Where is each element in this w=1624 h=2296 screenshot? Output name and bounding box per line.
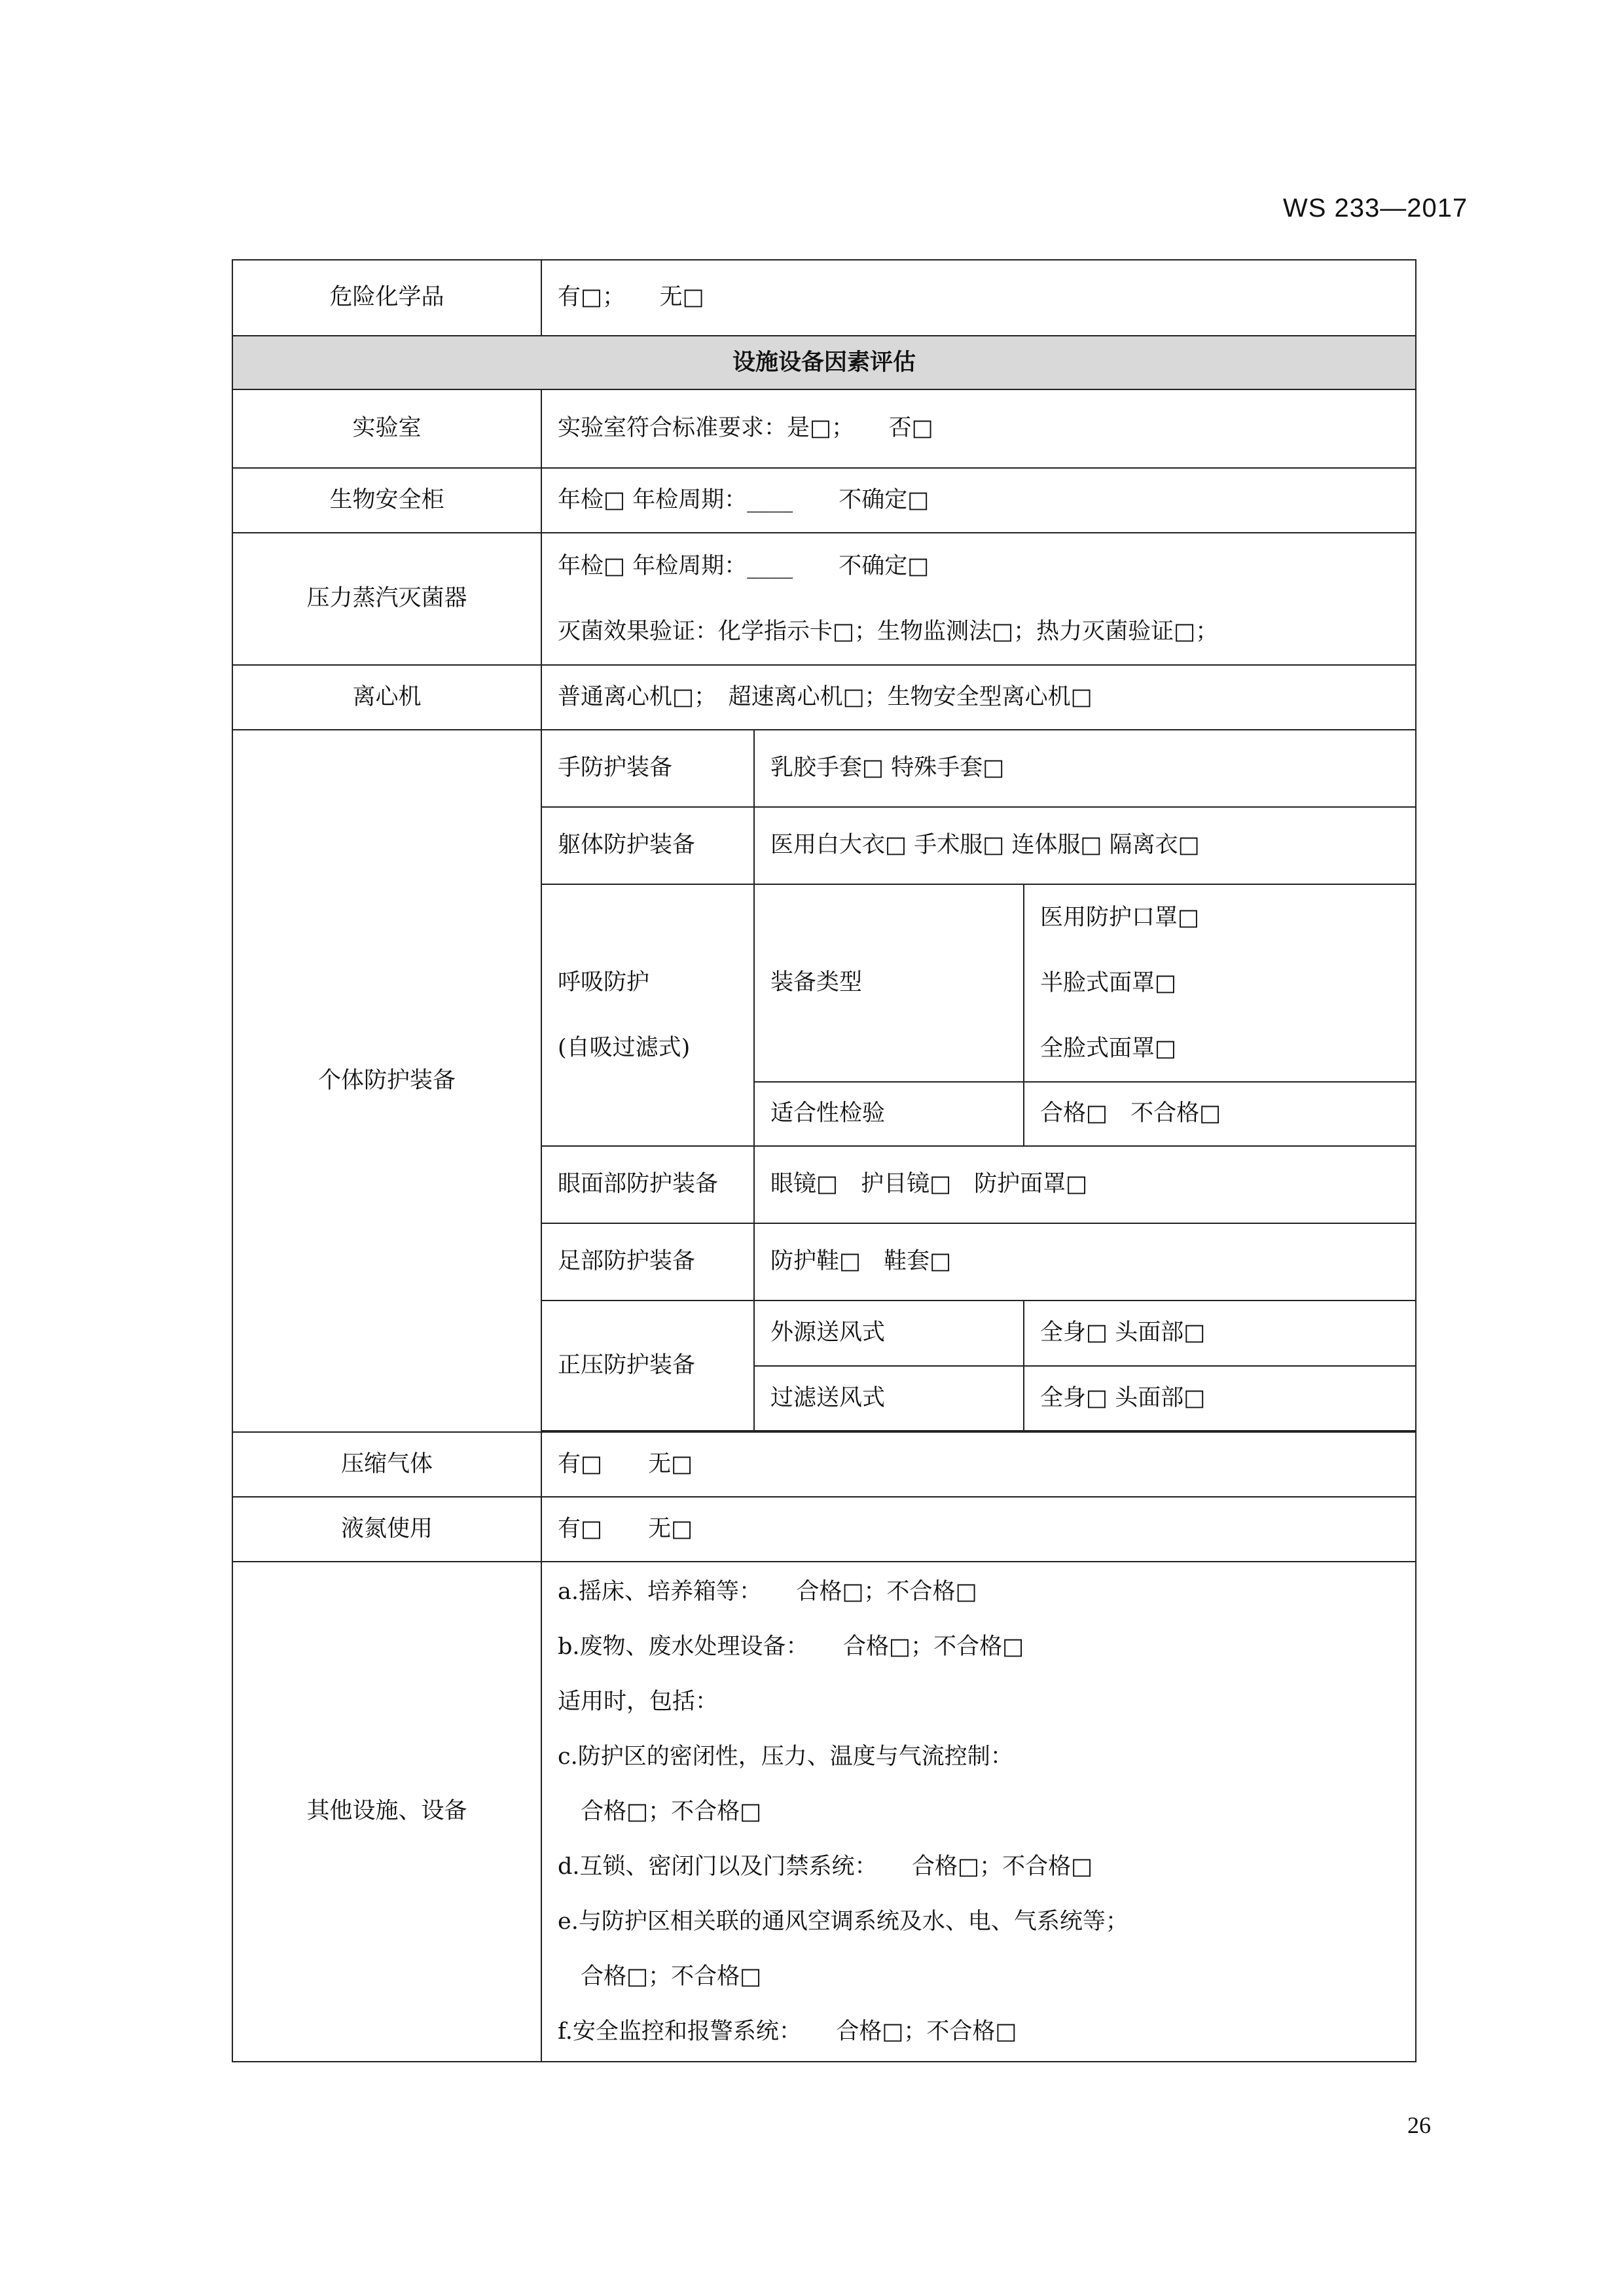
row-lab — [232, 389, 1416, 468]
other-line-c: c.防护区的密闭性，压力、温度与气流控制： — [558, 1744, 1013, 1770]
autoclave-line-2: 灭菌效果验证：化学指示卡□；生物监测法□；热力灭菌验证□； — [558, 619, 1219, 645]
other-line-f: f.安全监控和报警系统： 合格□；不合格□ — [558, 2018, 1017, 2045]
ppe-resp-fit-value: 合格□ 不合格□ — [1024, 1082, 1416, 1146]
row-autoclave — [232, 533, 1416, 665]
other-line-b: b.废物、废水处理设备： 合格□；不合格□ — [558, 1634, 1024, 1660]
hazard-chem-value: 有□； 无□ — [541, 260, 1416, 336]
ppe-resp-type-1: 医用防护口罩□ — [1040, 905, 1200, 931]
ppe-papr-label: 正压防护装备 — [541, 1300, 754, 1431]
ppe-papr-ext-label: 外源送风式 — [754, 1300, 1024, 1366]
ppe-label: 个体防护装备 — [232, 730, 541, 1432]
autoclave-value — [541, 533, 1416, 665]
lab-label: 实验室 — [232, 389, 541, 468]
ppe-eye-label: 眼面部防护装备 — [541, 1146, 754, 1223]
gas-value: 有□ 无□ — [541, 1432, 1416, 1497]
ppe-resp-label — [541, 884, 754, 1146]
row-hazard-chem — [232, 260, 1416, 336]
row-section-title — [232, 336, 1416, 389]
ppe-resp-fit-label: 适合性检验 — [754, 1082, 1024, 1146]
ppe-foot-label: 足部防护装备 — [541, 1223, 754, 1300]
other-line-applicable: 适用时，包括： — [558, 1689, 719, 1715]
ppe-body-label: 躯体防护装备 — [541, 807, 754, 884]
ppe-hand-value: 乳胶手套□ 特殊手套□ — [754, 730, 1416, 807]
ppe-resp-types — [1024, 884, 1416, 1082]
ppe-eye-value: 眼镜□ 护目镜□ 防护面罩□ — [754, 1146, 1416, 1223]
ppe-resp-type-2: 半脸式面罩□ — [1040, 970, 1177, 996]
ppe-resp-type-label: 装备类型 — [754, 884, 1024, 1082]
autoclave-label: 压力蒸汽灭菌器 — [232, 533, 541, 665]
row-bsc — [232, 468, 1416, 533]
ppe-foot-value: 防护鞋□ 鞋套□ — [754, 1223, 1416, 1300]
section-title: 设施设备因素评估 — [232, 336, 1416, 389]
row-ln2 — [232, 1497, 1416, 1562]
hazard-chem-label: 危险化学品 — [232, 260, 541, 336]
row-other — [232, 1562, 1416, 2062]
other-line-d: d.互锁、密闭门以及门禁系统： 合格□；不合格□ — [558, 1854, 1093, 1880]
ppe-body-value: 医用白大衣□ 手术服□ 连体服□ 隔离衣□ — [754, 807, 1416, 884]
centrifuge-label: 离心机 — [232, 665, 541, 730]
row-centrifuge — [232, 665, 1416, 730]
ppe-resp-label-line-1: 呼吸防护 — [558, 969, 650, 996]
ln2-label: 液氮使用 — [232, 1497, 541, 1562]
other-line-e: e.与防护区相关联的通风空调系统及水、电、气系统等； — [558, 1909, 1128, 1935]
ln2-value: 有□ 无□ — [541, 1497, 1416, 1562]
ppe-resp-label-line-2: (自吸过滤式) — [558, 1035, 691, 1061]
row-gas — [232, 1432, 1416, 1497]
other-value — [541, 1562, 1416, 2062]
gas-label: 压缩气体 — [232, 1432, 541, 1497]
lab-value: 实验室符合标准要求：是□； 否□ — [541, 389, 1416, 468]
autoclave-line-1: 年检□ 年检周期：____ 不确定□ — [558, 553, 929, 579]
ppe-hand-label: 手防护装备 — [541, 730, 754, 807]
other-line-c-result: 合格□；不合格□ — [558, 1799, 762, 1825]
standard-code: WS 233—2017 — [1283, 194, 1468, 223]
ppe-papr-filt-value: 全身□ 头面部□ — [1024, 1366, 1416, 1431]
bsc-label: 生物安全柜 — [232, 468, 541, 533]
other-line-a: a.摇床、培养箱等： 合格□；不合格□ — [558, 1579, 977, 1605]
ppe-papr-ext-value: 全身□ 头面部□ — [1024, 1300, 1416, 1366]
other-label: 其他设施、设备 — [232, 1562, 541, 2062]
centrifuge-value: 普通离心机□； 超速离心机□；生物安全型离心机□ — [541, 665, 1416, 730]
row-ppe-hand — [232, 730, 1416, 807]
other-line-e-result: 合格□；不合格□ — [558, 1964, 762, 1990]
page-number: 26 — [1407, 2112, 1431, 2138]
ppe-papr-filt-label: 过滤送风式 — [754, 1366, 1024, 1431]
ppe-resp-type-3: 全脸式面罩□ — [1040, 1035, 1177, 1062]
facility-assessment-table — [232, 259, 1416, 2062]
bsc-value: 年检□ 年检周期：____ 不确定□ — [541, 468, 1416, 533]
